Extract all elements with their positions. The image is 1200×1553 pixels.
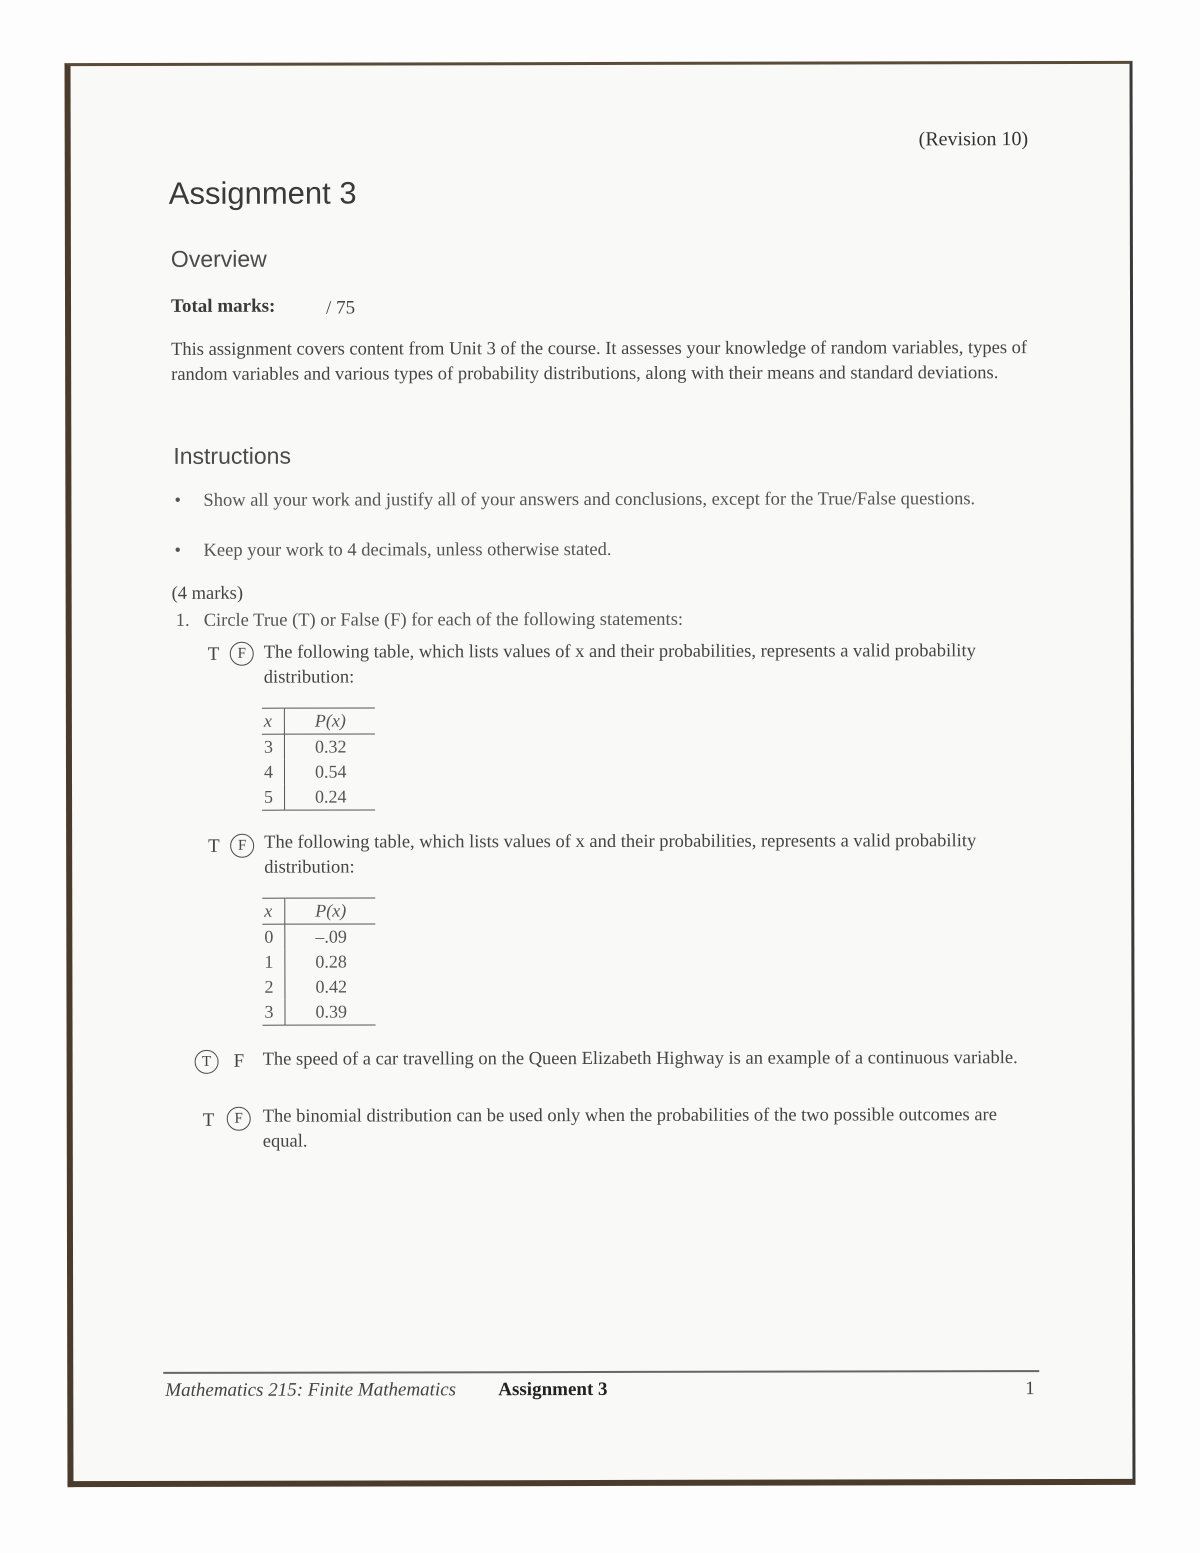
false-option-circled[interactable]: F	[227, 1107, 251, 1131]
table-cell: 0.28	[315, 951, 347, 972]
true-option-circled[interactable]: T	[195, 1050, 219, 1074]
table-header-px: P(x)	[285, 898, 376, 924]
table-cell: 2	[262, 975, 285, 1000]
table-cell: –.09	[315, 926, 347, 947]
question-number: 1.	[175, 610, 190, 631]
footer-assignment: Assignment 3	[498, 1378, 608, 1401]
table-cell: 4	[262, 760, 285, 785]
footer-divider	[163, 1370, 1039, 1373]
total-marks-label: Total marks:	[170, 295, 276, 317]
statement-text: The following table, which lists values of x and their probabilities, represents a valid probability distribution:	[264, 831, 977, 878]
table-row	[262, 999, 375, 1025]
table-row	[262, 949, 375, 974]
false-option-circled[interactable]: F	[230, 834, 254, 858]
total-marks-value: / 75	[326, 297, 356, 319]
table-header-px: P(x)	[284, 708, 375, 734]
table-row	[262, 974, 375, 999]
table-cell: 1	[262, 950, 285, 975]
document-page	[65, 61, 1136, 1487]
true-option[interactable]: T	[207, 643, 220, 665]
question-prompt: Circle True (T) or False (F) for each of the following statements:	[203, 609, 684, 631]
probability-table	[262, 707, 375, 810]
table-cell: 0.54	[314, 761, 347, 782]
footer-course: Mathematics 215: Finite Mathematics	[165, 1379, 457, 1401]
table-cell: 0.39	[315, 1001, 348, 1022]
instructions-heading: Instructions	[173, 442, 291, 469]
bullet-icon: •	[174, 540, 182, 561]
overview-heading: Overview	[170, 245, 267, 272]
statement-text: The speed of a car travelling on the Queen Elizabeth Highway is an example of a continuous variable.	[262, 1048, 1018, 1070]
instruction-item: Show all your work and justify all of your answers and conclusions, except for the True/False questions.	[203, 489, 976, 511]
page-title: Assignment 3	[168, 175, 357, 211]
table-header-x: x	[262, 708, 285, 734]
question-marks: (4 marks)	[171, 583, 244, 604]
table-cell: 0.24	[315, 786, 347, 807]
false-option[interactable]: F	[233, 1050, 245, 1072]
revision-label: (Revision 10)	[918, 128, 1029, 151]
probability-table	[262, 897, 375, 1025]
false-option-circled[interactable]: F	[230, 642, 254, 666]
statement-text: The following table, which lists values of x and their probabilities, represents a valid probability distribution:	[263, 641, 976, 688]
instruction-item: Keep your work to 4 decimals, unless otherwise stated.	[203, 539, 612, 561]
overview-description: This assignment covers content from Unit 3 of the course. It assesses your knowledge of random variables, types of random variables and various types of probability distributions, along with their means and standard deviations.	[171, 338, 1028, 385]
table-cell: 3	[262, 1000, 285, 1026]
statement-text: The binomial distribution can be used only when the probabilities of the two possible outcomes are equal.	[262, 1105, 997, 1152]
true-option[interactable]: T	[208, 835, 220, 857]
bullet-icon: •	[174, 490, 181, 511]
table-cell: 3	[262, 734, 285, 760]
true-option[interactable]: T	[202, 1109, 215, 1131]
table-cell: 0	[262, 924, 285, 950]
table-header-x: x	[262, 898, 285, 924]
table-row	[262, 734, 375, 760]
table-cell: 0.42	[315, 976, 347, 997]
table-row	[262, 759, 375, 784]
table-row	[262, 784, 375, 810]
table-row	[262, 924, 375, 950]
table-cell: 5	[262, 785, 285, 811]
table-cell: 0.32	[314, 736, 347, 757]
page-number: 1	[1025, 1378, 1035, 1400]
